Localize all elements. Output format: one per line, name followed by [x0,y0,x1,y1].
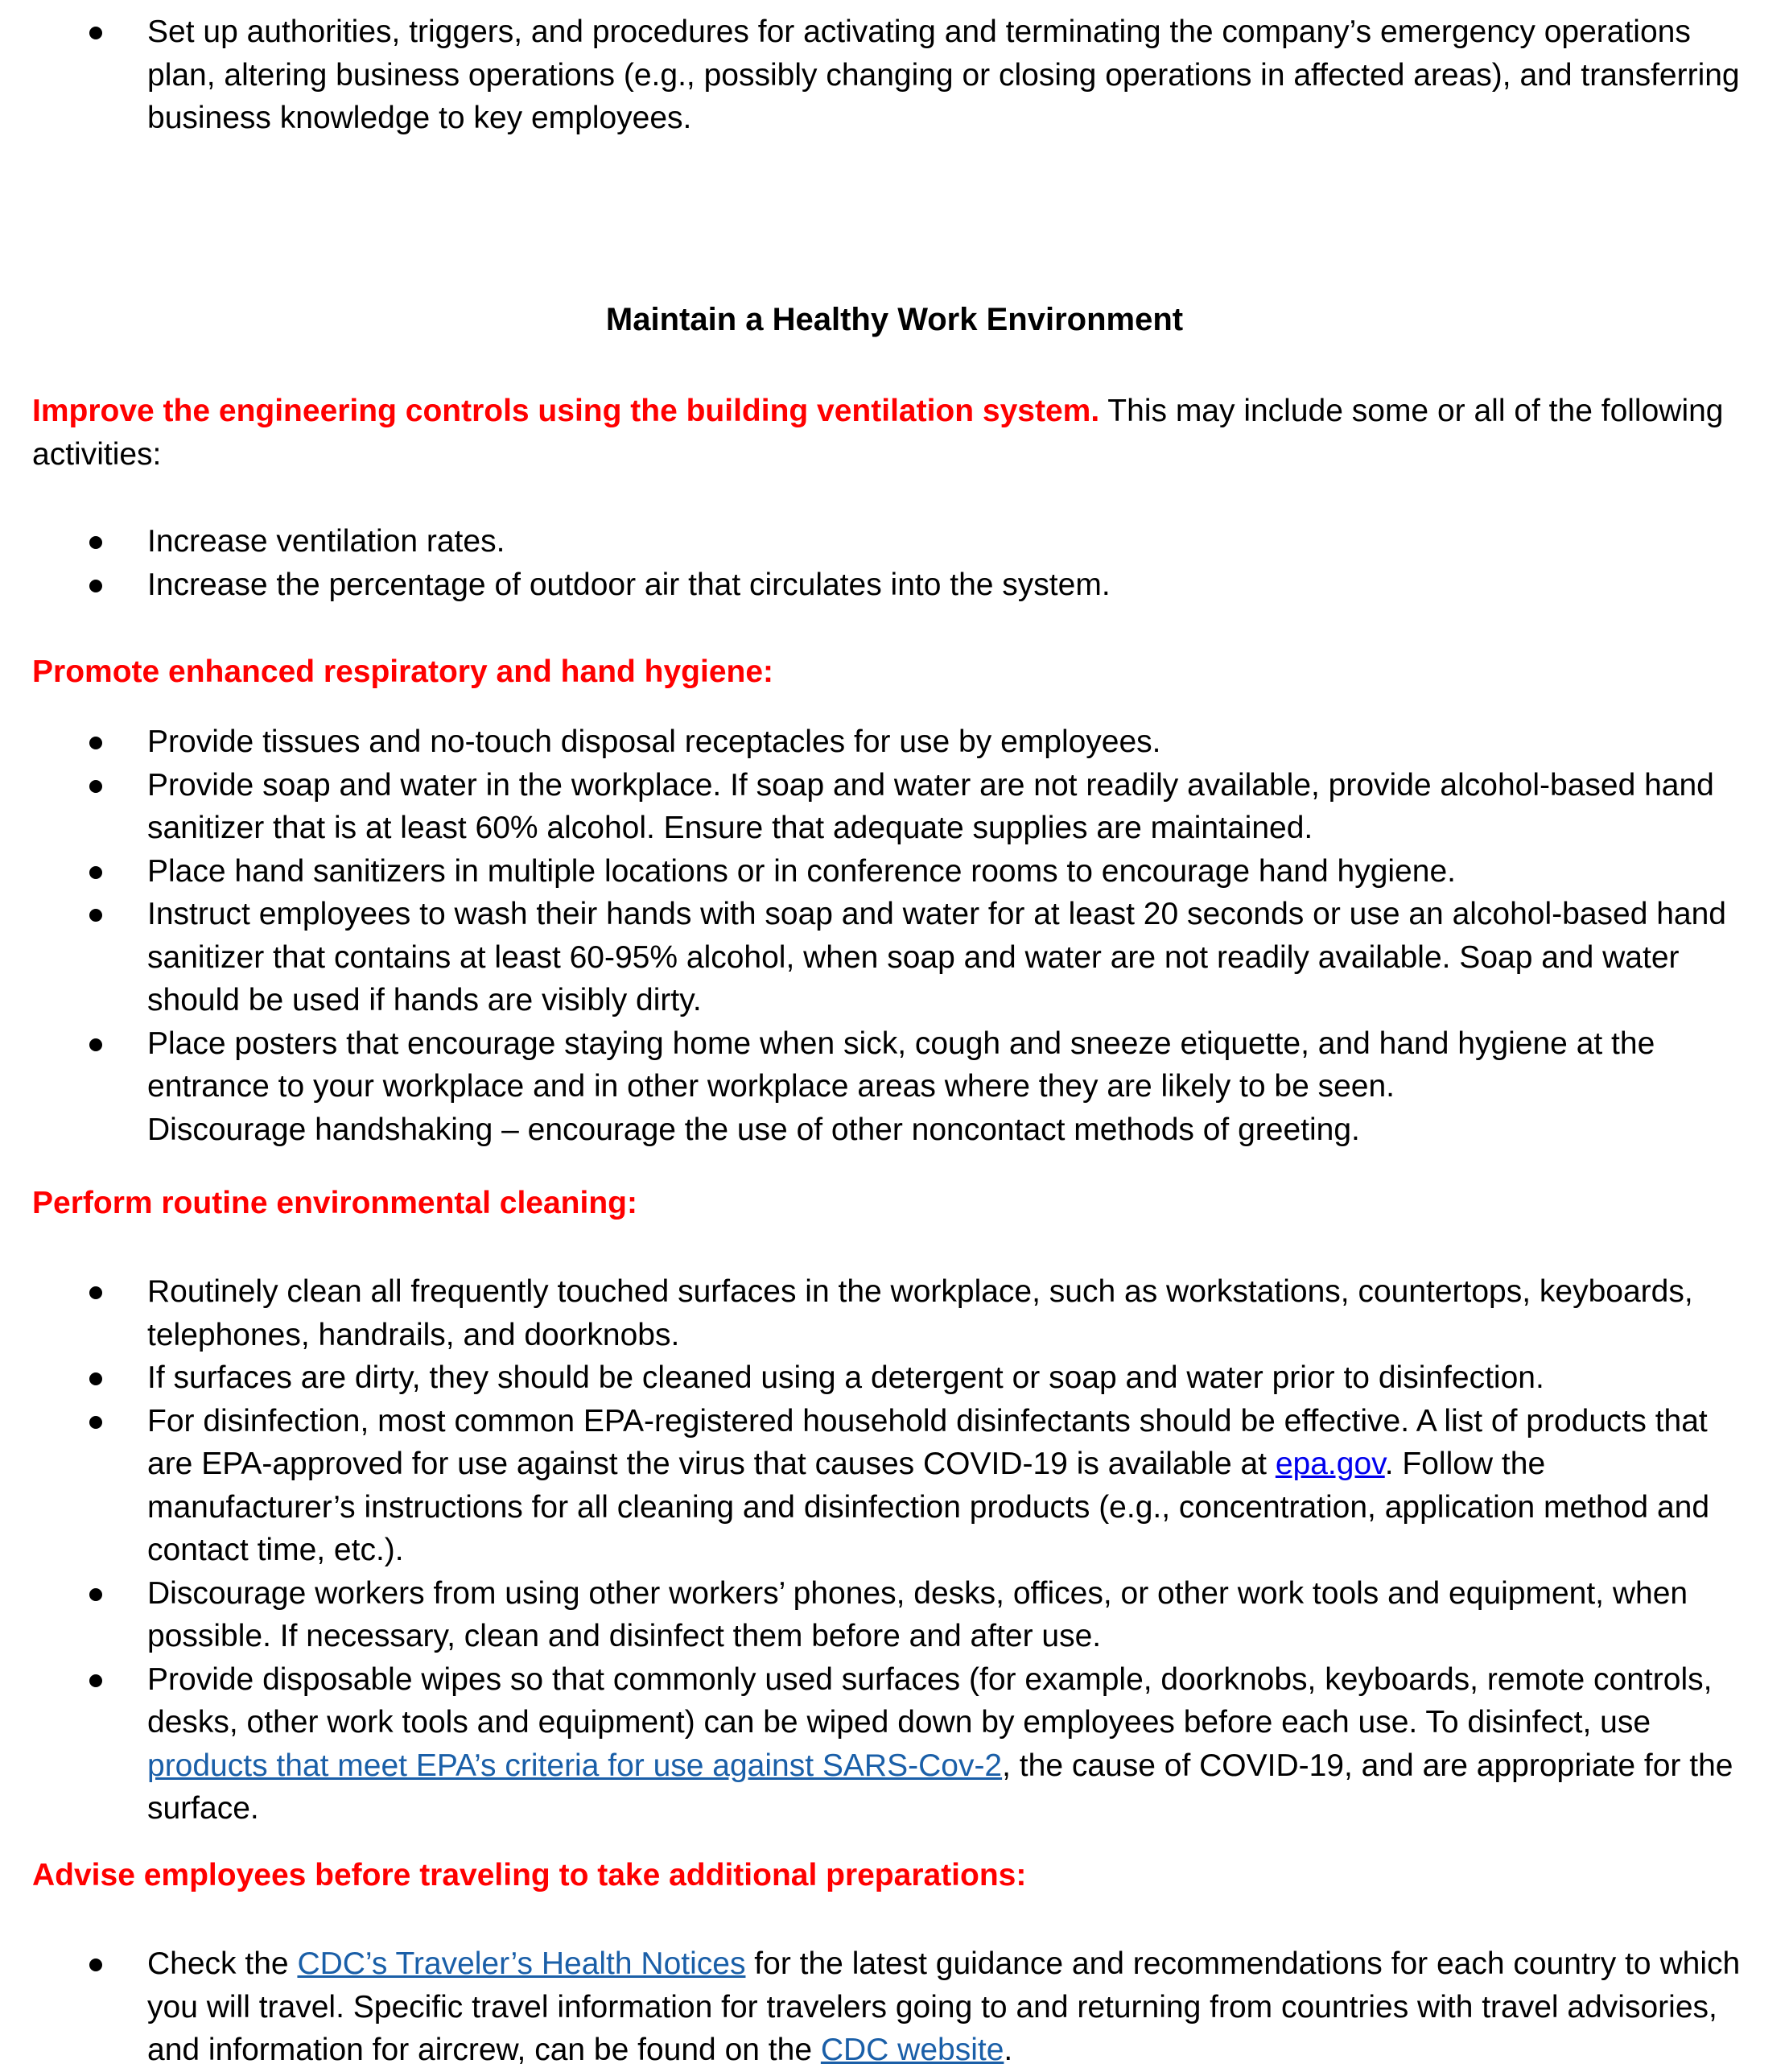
travelers-health-notices-link[interactable]: CDC’s Traveler’s Health Notices [297,1946,746,1981]
ventilation-paragraph [32,390,1754,476]
ventilation-heading: Improve the engineering controls using the building ventilation system. [32,394,1100,428]
intro-list [0,10,1789,140]
list-item: Place hand sanitizers in multiple locations or in conference rooms to encourage hand hygiene. [0,850,1789,894]
epa-gov-link[interactable]: epa.gov [1275,1447,1385,1481]
list-item: Check the CDC’s Traveler’s Health Notices for the latest guidance and recommendations for each country to which you will travel. Specific travel information for travelers going to and returning from countries with travel advisories, and information for aircrew, can be found on the CDC website. [0,1942,1789,2072]
list-item: Place posters that encourage staying home when sick, cough and sneeze etiquette, and hand hygiene at the entrance to your workplace and in other workplace areas where they are likely to be seen. [0,1022,1789,1108]
travel-list [0,1942,1789,2072]
section-title: Maintain a Healthy Work Environment [605,302,1184,337]
hygiene-list [0,720,1789,1151]
list-item: For disinfection, most common EPA-registered household disinfectants should be effective. A list of products that are EPA-approved for use against the virus that causes COVID-19 is available at epa.gov. Follow the manufacturer’s instructions for all cleaning and disinfection products (e.g., concentration, application method and contact time, etc.). [0,1400,1789,1572]
travel-heading: Advise employees before traveling to take additional preparations: [32,1858,1027,1892]
list-item: Provide tissues and no-touch disposal receptacles for use by employees. [0,720,1789,764]
epa-criteria-link[interactable]: products that meet EPA’s criteria for use against SARS-Cov-2 [147,1748,1003,1783]
cleaning-list [0,1270,1789,1831]
list-continuation: Discourage handshaking – encourage the use of other noncontact methods of greeting. [147,1112,1360,1147]
ventilation-heading-rest: This may include some or all of the following activities: [32,394,1724,472]
list-item: Routinely clean all frequently touched surfaces in the workplace, such as workstations, countertops, keyboards, telephones, handrails, and doorknobs. [0,1270,1789,1356]
list-item: Increase ventilation rates. [0,520,1789,563]
list-item: Set up authorities, triggers, and procedures for activating and terminating the company’s emergency operations plan, altering business operations (e.g., possibly changing or closing operations in affected areas), and transferring business knowledge to key employees. [0,10,1789,140]
hygiene-heading: Promote enhanced respiratory and hand hygiene: [32,654,774,689]
list-item: If surfaces are dirty, they should be cleaned using a detergent or soap and water prior to disinfection. [0,1356,1789,1400]
list-item: Instruct employees to wash their hands with soap and water for at least 20 seconds or use an alcohol-based hand sanitizer that contains at least 60-95% alcohol, when soap and water are not readily available. Soap and water should be used if hands are visibly dirty. [0,893,1789,1022]
cdc-website-link[interactable]: CDC website [820,2033,1004,2067]
list-item: Provide soap and water in the workplace. If soap and water are not readily available, provide alcohol-based hand sanitizer that is at least 60% alcohol. Ensure that adequate supplies are maintained. [0,764,1789,850]
ventilation-list [0,520,1789,606]
cleaning-heading: Perform routine environmental cleaning: [32,1186,637,1220]
list-item: Provide disposable wipes so that commonly used surfaces (for example, doorknobs, keyboards, remote controls, desks, other work tools and equipment) can be wiped down by employees before each use. To disinfect, use products that meet EPA’s criteria for use against SARS-Cov-2, the cause of COVID-19, and are appropriate for the surface. [0,1658,1789,1831]
list-item: Increase the percentage of outdoor air that circulates into the system. [0,563,1789,607]
list-item: Discourage workers from using other workers’ phones, desks, offices, or other work tools and equipment, when possible. If necessary, clean and disinfect them before and after use. [0,1572,1789,1658]
